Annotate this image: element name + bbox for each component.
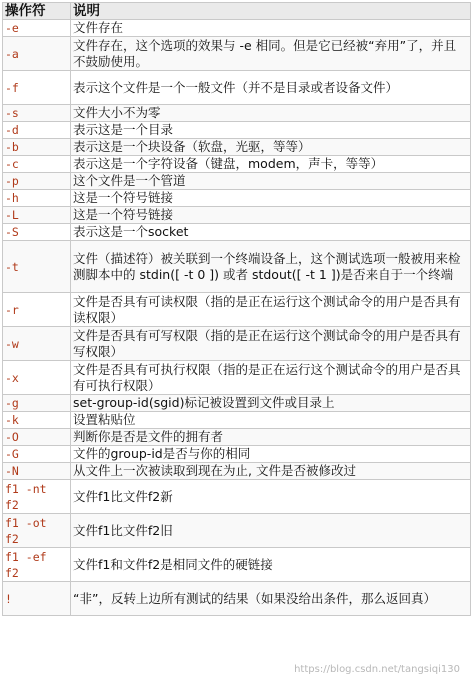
description-cell: 文件f1比文件f2旧 bbox=[71, 514, 471, 548]
header-description: 说明 bbox=[71, 3, 471, 20]
table-row bbox=[3, 224, 471, 241]
operator-cell: f1 -nt f2 bbox=[3, 480, 71, 514]
watermark: https://blog.csdn.net/tangsiqi130 bbox=[294, 664, 460, 675]
table-row bbox=[3, 207, 471, 224]
header-row bbox=[3, 3, 471, 20]
operator-cell: -f bbox=[3, 71, 71, 105]
operator-cell: -G bbox=[3, 446, 71, 463]
description-cell: 文件（描述符）被关联到一个终端设备上，这个测试选项一般被用来检测脚本中的 stdin([ -t 0 ]) 或者 stdout([ -t 1 ])是否来自于一个终端 bbox=[71, 241, 471, 293]
description-cell: 表示这是一个socket bbox=[71, 224, 471, 241]
description-cell: 表示这个文件是一个一般文件（并不是目录或者设备文件） bbox=[71, 71, 471, 105]
description-cell: 这是一个符号链接 bbox=[71, 207, 471, 224]
description-cell: 文件f1比文件f2新 bbox=[71, 480, 471, 514]
operator-cell: -N bbox=[3, 463, 71, 480]
description-cell: 文件是否具有可执行权限（指的是正在运行这个测试命令的用户是否具有可执行权限） bbox=[71, 361, 471, 395]
table-row bbox=[3, 582, 471, 616]
table-row bbox=[3, 20, 471, 37]
table-header bbox=[3, 3, 471, 20]
operator-cell: -r bbox=[3, 293, 71, 327]
description-cell: 这个文件是一个管道 bbox=[71, 173, 471, 190]
operator-cell: -x bbox=[3, 361, 71, 395]
description-cell: 文件是否具有可写权限（指的是正在运行这个测试命令的用户是否具有写权限） bbox=[71, 327, 471, 361]
description-cell: 表示这是一个字符设备（键盘，modem，声卡，等等） bbox=[71, 156, 471, 173]
description-cell: 文件存在 bbox=[71, 20, 471, 37]
description-cell: 从文件上一次被读取到现在为止, 文件是否被修改过 bbox=[71, 463, 471, 480]
table-row bbox=[3, 446, 471, 463]
operator-cell: -t bbox=[3, 241, 71, 293]
table-row bbox=[3, 548, 471, 582]
table-body bbox=[3, 20, 471, 616]
description-cell: 表示这是一个块设备（软盘，光驱，等等） bbox=[71, 139, 471, 156]
operator-cell: -h bbox=[3, 190, 71, 207]
description-cell: “非”，反转上边所有测试的结果（如果没给出条件，那么返回真） bbox=[71, 582, 471, 616]
operator-cell: ! bbox=[3, 582, 71, 616]
table-row bbox=[3, 173, 471, 190]
operator-cell: -c bbox=[3, 156, 71, 173]
table-row bbox=[3, 105, 471, 122]
description-cell: 文件大小不为零 bbox=[71, 105, 471, 122]
table-row bbox=[3, 395, 471, 412]
table-row bbox=[3, 327, 471, 361]
description-cell: 设置粘贴位 bbox=[71, 412, 471, 429]
table-row bbox=[3, 463, 471, 480]
description-cell: 表示这是一个目录 bbox=[71, 122, 471, 139]
description-cell: set-group-id(sgid)标记被设置到文件或目录上 bbox=[71, 395, 471, 412]
operator-cell: -d bbox=[3, 122, 71, 139]
operator-cell: f1 -ot f2 bbox=[3, 514, 71, 548]
description-cell: 文件存在，这个选项的效果与 -e 相同。但是它已经被“弃用”了，并且不鼓励使用。 bbox=[71, 37, 471, 71]
operator-cell: -k bbox=[3, 412, 71, 429]
operator-cell: -a bbox=[3, 37, 71, 71]
table-row bbox=[3, 480, 471, 514]
operator-cell: -s bbox=[3, 105, 71, 122]
table-row bbox=[3, 293, 471, 327]
operator-cell: -p bbox=[3, 173, 71, 190]
operator-cell: -g bbox=[3, 395, 71, 412]
table-row bbox=[3, 361, 471, 395]
description-cell: 判断你是否是文件的拥有者 bbox=[71, 429, 471, 446]
table-row bbox=[3, 241, 471, 293]
header-operator: 操作符 bbox=[3, 3, 71, 20]
description-cell: 这是一个符号链接 bbox=[71, 190, 471, 207]
description-cell: 文件是否具有可读权限（指的是正在运行这个测试命令的用户是否具有读权限） bbox=[71, 293, 471, 327]
table-row bbox=[3, 190, 471, 207]
operator-cell: -e bbox=[3, 20, 71, 37]
operator-cell: -S bbox=[3, 224, 71, 241]
table-row bbox=[3, 122, 471, 139]
operator-cell: -b bbox=[3, 139, 71, 156]
table-row bbox=[3, 139, 471, 156]
description-cell: 文件f1和文件f2是相同文件的硬链接 bbox=[71, 548, 471, 582]
operator-table bbox=[2, 2, 471, 616]
operator-cell: -w bbox=[3, 327, 71, 361]
operator-cell: f1 -ef f2 bbox=[3, 548, 71, 582]
table-row bbox=[3, 37, 471, 71]
table-row bbox=[3, 156, 471, 173]
operator-cell: -O bbox=[3, 429, 71, 446]
table-row bbox=[3, 71, 471, 105]
description-cell: 文件的group-id是否与你的相同 bbox=[71, 446, 471, 463]
operator-cell: -L bbox=[3, 207, 71, 224]
table-row bbox=[3, 412, 471, 429]
table-row bbox=[3, 514, 471, 548]
table-row bbox=[3, 429, 471, 446]
